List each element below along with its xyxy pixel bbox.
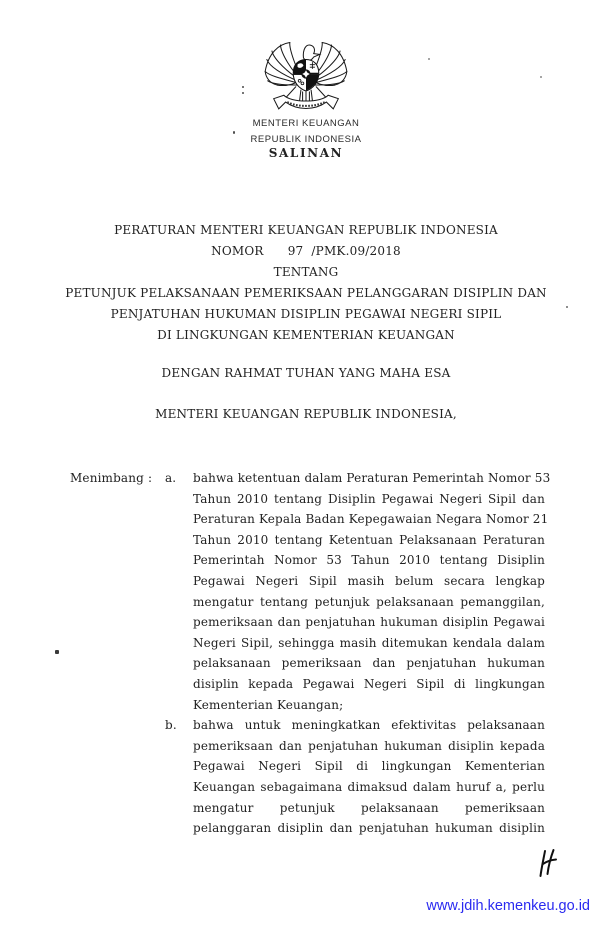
item-marker: a. (165, 471, 177, 485)
authority-line: MENTERI KEUANGAN REPUBLIK INDONESIA, (155, 407, 457, 421)
handwritten-initials-mark (537, 848, 558, 883)
regulation-title (0, 220, 612, 346)
considerations-items (165, 468, 551, 839)
title-line-subject-3: DI LINGKUNGAN KEMENTERIAN KEUANGAN (157, 328, 455, 342)
consideration-item-b (165, 715, 545, 839)
considerations-label: Menimbang (70, 471, 144, 485)
scan-artifact (540, 76, 542, 78)
scan-artifact (566, 306, 568, 308)
letterhead-ministry: MENTERI KEUANGAN (252, 118, 360, 129)
letterhead-republic: REPUBLIK INDONESIA (250, 133, 362, 145)
title-line-regulation: PERATURAN MENTERI KEUANGAN REPUBLIK INDONESIA (114, 223, 498, 237)
title-line-tentang: TENTANG (273, 265, 339, 279)
title-line-subject-1: PETUNJUK PELAKSANAAN PEMERIKSAAN PELANGGARAN DISIPLIN DAN (65, 286, 547, 300)
item-text: bahwa untuk meningkatkan efektivitas pelaksanaan pemeriksaan dan penjatuhan hukuman disiplin kepada Pegawai Negeri Sipil di lingkungan Kementerian Keuangan sebagaimana dimaksud dalam huruf a, perlu mengatur petunjuk pelaksanaan pemeriksaan pelanggaran disiplin dan penjatuhan hukuman disiplin (193, 718, 545, 836)
garuda-pancasila-emblem (263, 34, 349, 114)
title-line-subject-2: PENJATUHAN HUKUMAN DISIPLIN PEGAWAI NEGERI SIPIL (110, 307, 502, 321)
scan-artifact (428, 58, 430, 60)
consideration-item-a (165, 468, 551, 715)
scan-artifact (242, 86, 244, 88)
letterhead (0, 34, 612, 160)
item-marker: b. (165, 718, 177, 733)
salinan-stamp: SALINAN (268, 146, 344, 160)
scan-artifact (242, 92, 244, 94)
considerations-colon: : (148, 471, 153, 485)
title-line-number: NOMOR 97 /PMK.09/2018 (211, 244, 401, 258)
scan-artifact (233, 131, 235, 134)
jdih-website-link: www.jdih.kemenkeu.go.id (426, 898, 590, 914)
item-text: bahwa ketentuan dalam Peraturan Pemerintah Nomor 53 Tahun 2010 tentang Disiplin Pegawai Negeri Sipil dan Peraturan Kepala Badan Kepegawaian Negara Nomor 21 Tahun 2010 tentang Ketentuan Pelaksanaan Peraturan Pemerintah Nomor 53 Tahun 2010 tentang Disiplin Pegawai Negeri Sipil masih belum secara lengkap mengatur tentang petunjuk pelaksanaan pemanggilan, pemeriksaan dan penjatuhan hukuman disiplin Pegawai Negeri Sipil, sehingga masih ditemukan kendala dalam pelaksanaan pemeriksaan dan penjatuhan hukuman disiplin kepada Pegawai Negeri Sipil di lingkungan Kementerian Keuangan; (193, 471, 551, 712)
considerations-section (70, 468, 551, 839)
invocation-line: DENGAN RAHMAT TUHAN YANG MAHA ESA (161, 366, 451, 380)
scan-artifact (55, 650, 59, 654)
